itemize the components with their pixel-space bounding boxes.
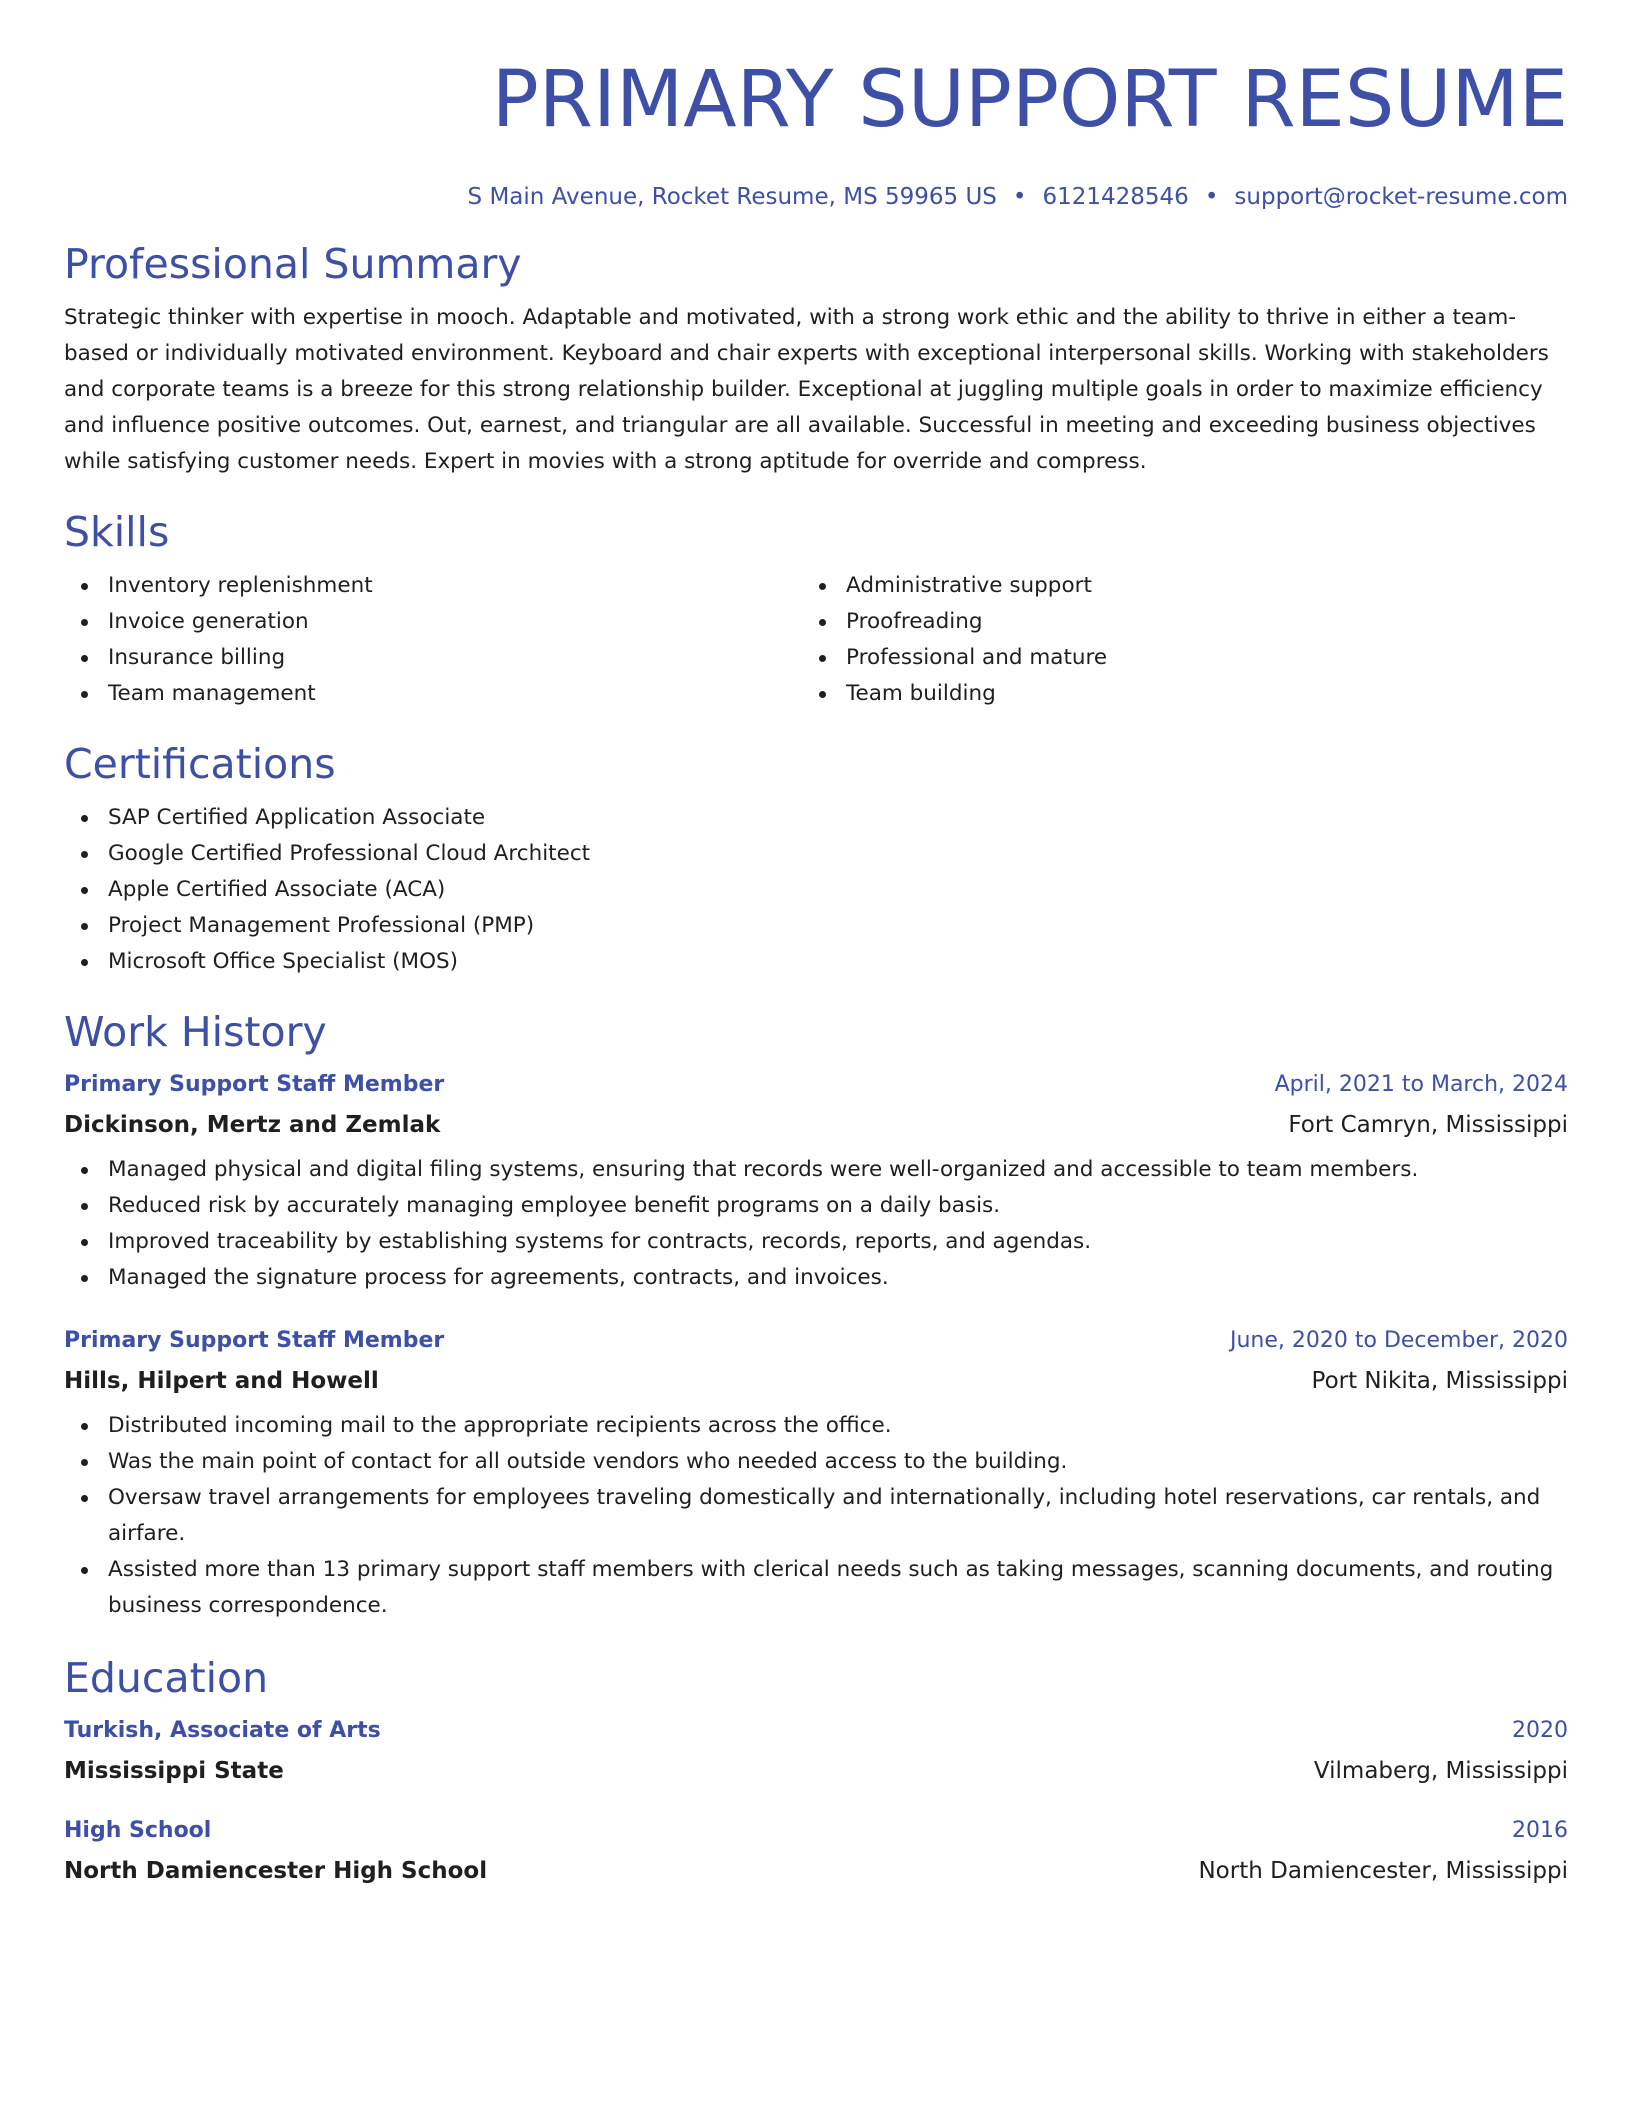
skills-heading: Skills (64, 508, 170, 556)
certification-item: Microsoft Office Specialist (MOS) (64, 944, 1568, 980)
job-duty: Distributed incoming mail to the appropriate recipients across the office. (64, 1408, 1568, 1444)
certification-item: Apple Certified Associate (ACA) (64, 872, 1568, 908)
skills-section (64, 506, 1568, 712)
job-duties (64, 1408, 1568, 1624)
skills-grid (64, 568, 1568, 712)
contact-separator: • (1204, 184, 1219, 210)
certification-item: Google Certified Professional Cloud Architect (64, 836, 1568, 872)
skill-item: Insurance billing (64, 640, 802, 676)
job-duty: Managed physical and digital filing systems, ensuring that records were well-organized and accessible to team members. (64, 1152, 1568, 1188)
job-location: Port Nikita, Mississippi (1311, 1368, 1568, 1394)
education-degree: Turkish, Associate of Arts (64, 1718, 381, 1743)
contact-separator: • (1012, 184, 1027, 210)
education-location: North Damiencester, Mississippi (1198, 1858, 1568, 1884)
job-duty: Was the main point of contact for all outside vendors who needed access to the building. (64, 1444, 1568, 1480)
certification-item: SAP Certified Application Associate (64, 800, 1568, 836)
education-school: North Damiencester High School (64, 1858, 488, 1884)
education-heading: Education (64, 1654, 269, 1702)
education-school: Mississippi State (64, 1758, 284, 1784)
work-history-section (64, 1006, 1568, 1624)
education-degree: High School (64, 1818, 212, 1843)
contact-address: S Main Avenue, Rocket Resume, MS 59965 US (467, 184, 997, 210)
education-section (64, 1652, 1568, 1886)
job-title: Primary Support Staff Member (64, 1072, 445, 1097)
skills-list-left (64, 568, 802, 712)
skill-item: Inventory replenishment (64, 568, 802, 604)
certifications-list (64, 800, 1568, 980)
job-duty: Assisted more than 13 primary support staff members with clerical needs such as taking messages, scanning documents, and routing business correspondence. (64, 1552, 1568, 1624)
skill-item: Administrative support (802, 568, 1540, 604)
skill-item: Invoice generation (64, 604, 802, 640)
job-title: Primary Support Staff Member (64, 1328, 445, 1353)
education-year: 2016 (1512, 1818, 1568, 1843)
education-entry (64, 1716, 1568, 1786)
work-history-heading: Work History (64, 1008, 327, 1056)
contact-email: support@rocket-resume.com (1234, 184, 1568, 210)
skill-item: Professional and mature (802, 640, 1540, 676)
education-year: 2020 (1512, 1718, 1568, 1743)
job-duty: Reduced risk by accurately managing employee benefit programs on a daily basis. (64, 1188, 1568, 1224)
education-entry (64, 1816, 1568, 1886)
education-location: Vilmaberg, Mississippi (1313, 1758, 1568, 1784)
job-duty: Improved traceability by establishing systems for contracts, records, reports, and agendas. (64, 1224, 1568, 1260)
summary-section (64, 238, 1568, 480)
resume-name: PRIMARY SUPPORT RESUME (491, 55, 1568, 145)
contact-line (64, 182, 1568, 212)
contact-phone: 6121428546 (1042, 184, 1189, 210)
job-duty: Managed the signature process for agreements, contracts, and invoices. (64, 1260, 1568, 1296)
skill-item: Team management (64, 676, 802, 712)
certifications-heading: Certifications (64, 740, 336, 788)
job-dates: June, 2020 to December, 2020 (1229, 1328, 1568, 1353)
certification-item: Project Management Professional (PMP) (64, 908, 1568, 944)
job-employer: Dickinson, Mertz and Zemlak (64, 1112, 441, 1138)
skills-list-right (802, 568, 1540, 712)
summary-text: Strategic thinker with expertise in mooch. Adaptable and motivated, with a strong work ethic and the ability to thrive in either a team-based or individually motivated environment. Keyboard and chair experts with exceptional interpersonal skills. Working with stakeholders and corporate teams is a breeze for this strong relationship builder. Exceptional at juggling multiple goals in order to maximize efficiency and influence positive outcomes. Out, earnest, and triangular are all available. Successful in meeting and exceeding business objectives while satisfying customer needs. Expert in movies with a strong aptitude for override and compress. (64, 305, 1549, 474)
job-entry (64, 1326, 1568, 1624)
summary-heading: Professional Summary (64, 240, 522, 288)
skill-item: Team building (802, 676, 1540, 712)
certifications-section (64, 738, 1568, 980)
job-location: Fort Camryn, Mississippi (1288, 1112, 1568, 1138)
job-duties (64, 1152, 1568, 1296)
job-entry (64, 1070, 1568, 1296)
skill-item: Proofreading (802, 604, 1540, 640)
job-dates: April, 2021 to March, 2024 (1274, 1072, 1568, 1097)
job-duty: Oversaw travel arrangements for employees traveling domestically and internationally, including hotel reservations, car rentals, and airfare. (64, 1480, 1568, 1552)
job-employer: Hills, Hilpert and Howell (64, 1368, 379, 1394)
